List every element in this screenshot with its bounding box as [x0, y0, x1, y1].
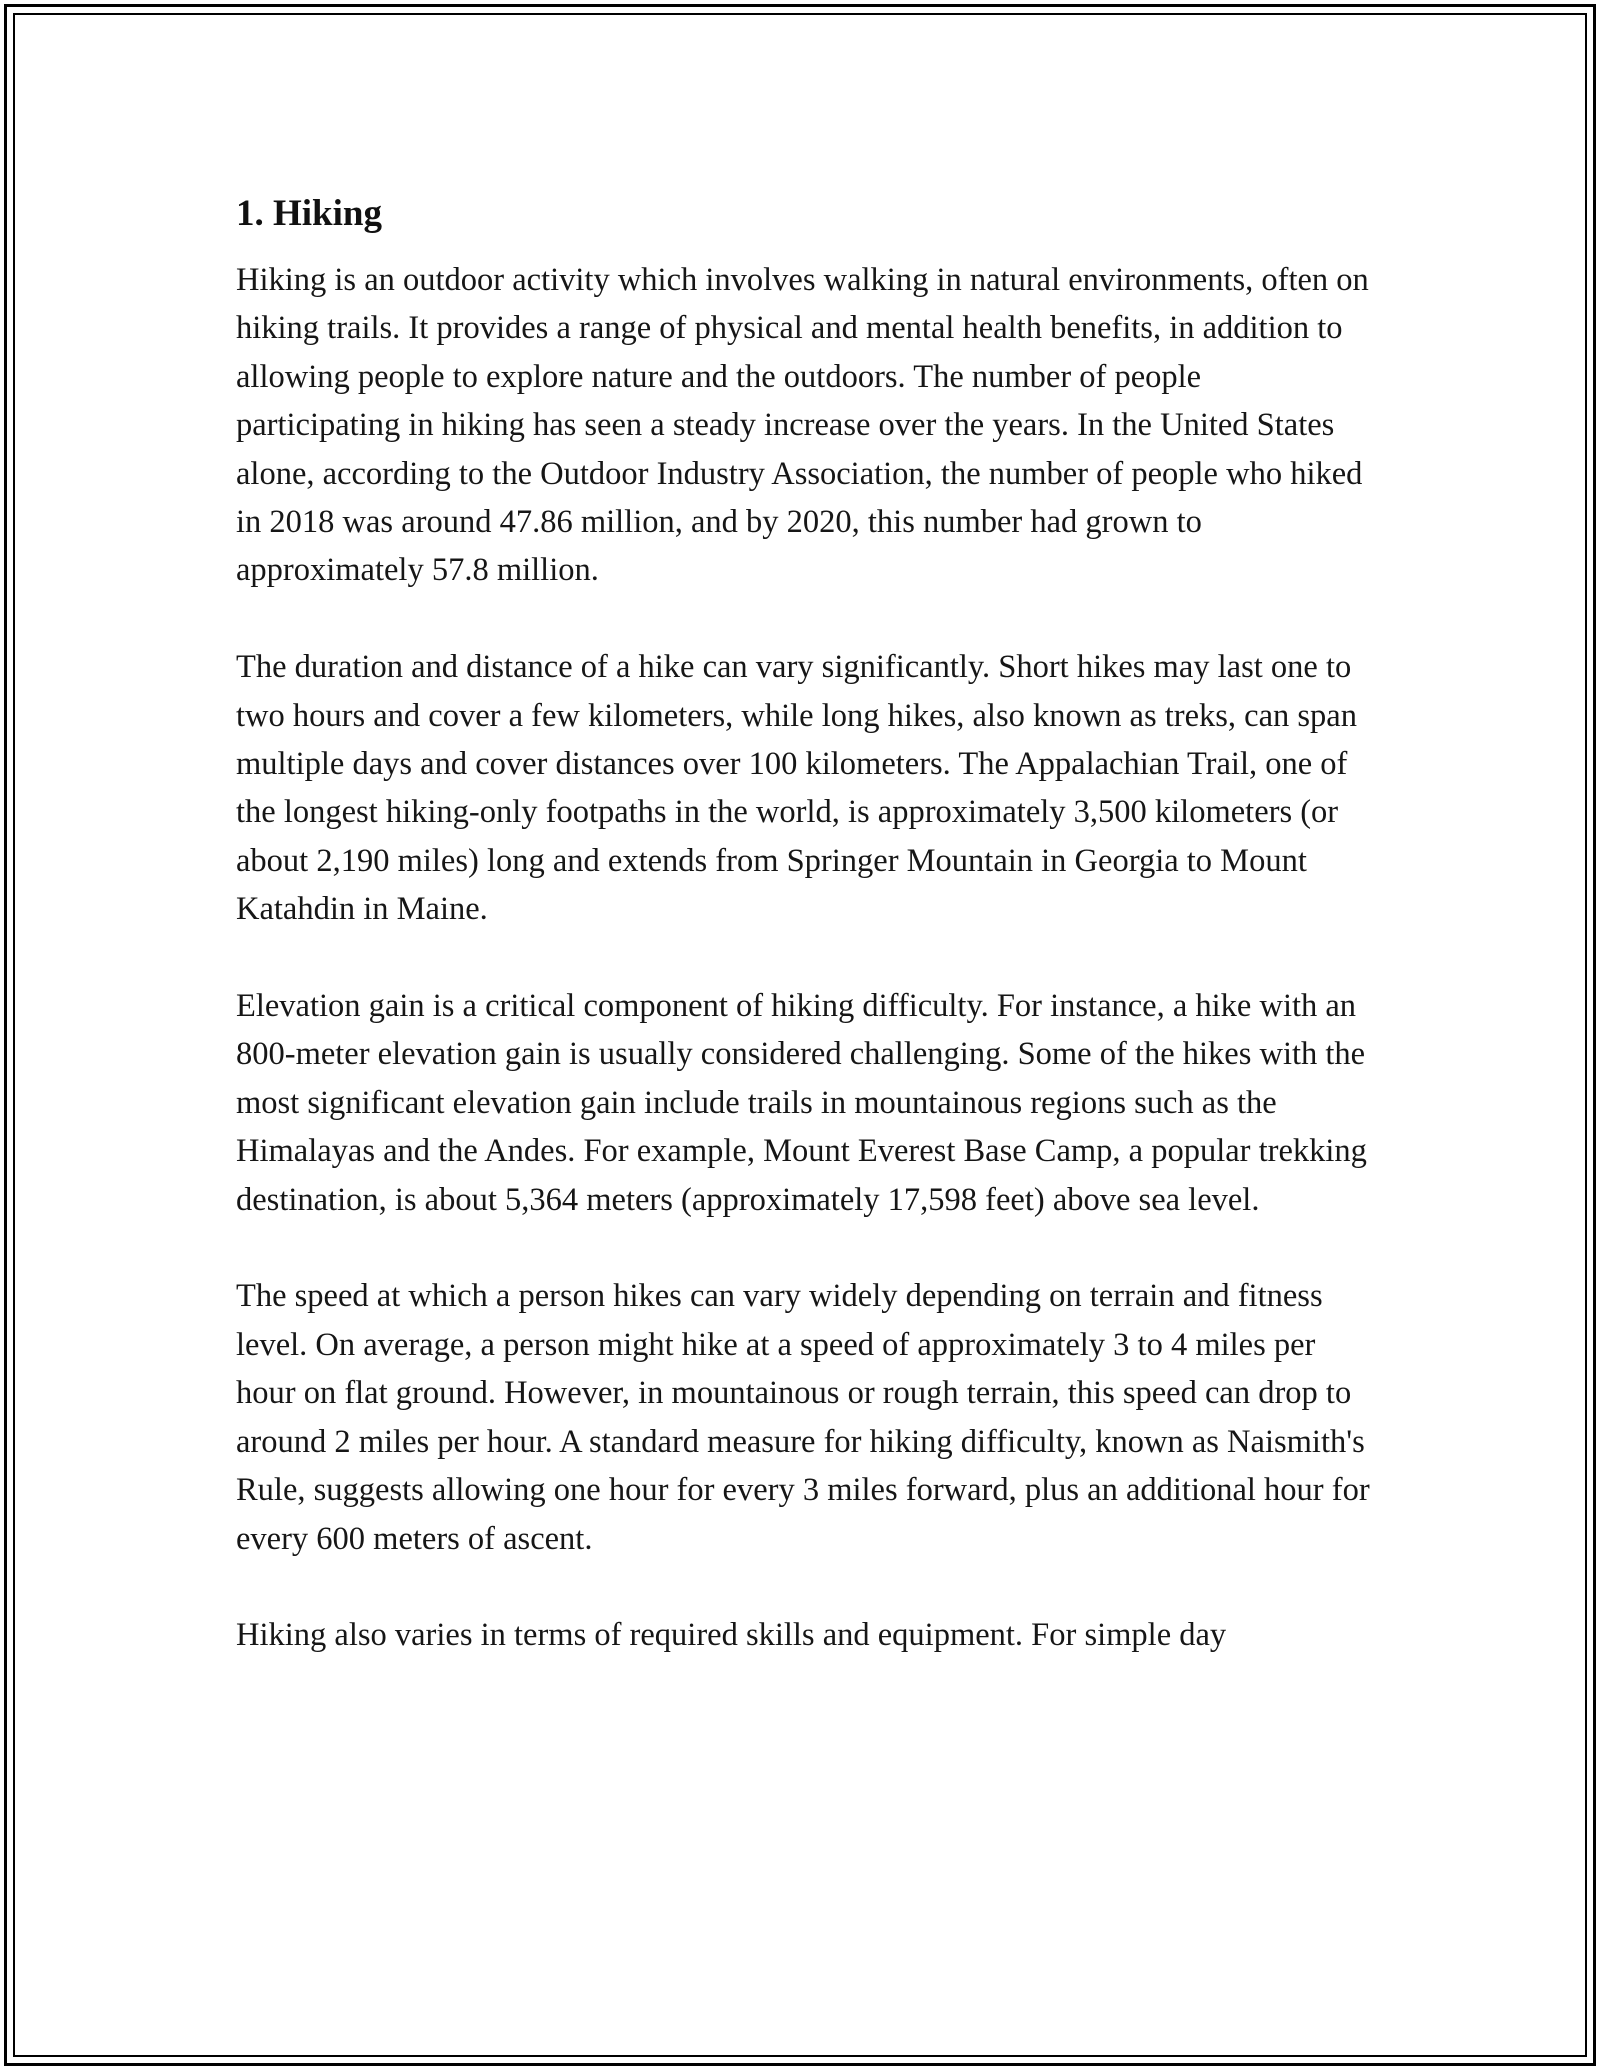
paragraph-duration-distance: The duration and distance of a hike can vary significantly. Short hikes may last one to two hours and cover a few kilometers, while long hikes, also known as treks, can span multiple days and cover distances over 100 kilometers. The Appalachian Trail, one of the longest hiking-only footpaths in the world, is approximately 3,500 kilometers (or about 2,190 miles) long and extends from Springer Mountain in Georgia to Mount Katahdin in Maine. — [236, 649, 1357, 928]
paragraph-intro: Hiking is an outdoor activity which involves walking in natural environments, often on hiking trails. It provides a range of physical and mental health benefits, in addition to allowing people to explore nature and the outdoors. The number of people participating in hiking has seen a steady increase over the years. In the United States alone, according to the Outdoor Industry Association, the number of people who hiked in 2018 was around 47.86 million, and by 2020, this number had grown to approximately 57.8 million. — [236, 262, 1369, 589]
paragraph-skills-equipment: Hiking also varies in terms of required skills and equipment. For simple day — [236, 1617, 1227, 1654]
section-title: 1. Hiking — [236, 193, 382, 234]
document-body — [236, 188, 1371, 1660]
paragraph-hiking-speed: The speed at which a person hikes can vary widely depending on terrain and fitness level. On average, a person might hike at a speed of approximately 3 to 4 miles per hour on flat ground. However, in mountainous or rough terrain, this speed can drop to around 2 miles per hour. A standard measure for hiking difficulty, known as Naismith's Rule, suggests allowing one hour for every 3 miles forward, plus an additional hour for every 600 meters of ascent. — [236, 1278, 1370, 1557]
paragraph-elevation-gain: Elevation gain is a critical component of hiking difficulty. For instance, a hike with an 800-meter elevation gain is usually considered challenging. Some of the hikes with the most significant elevation gain include trails in mountainous regions such as the Himalayas and the Andes. For example, Mount Everest Base Camp, a popular trekking destination, is about 5,364 meters (approximately 17,598 feet) above sea level. — [236, 988, 1367, 1218]
